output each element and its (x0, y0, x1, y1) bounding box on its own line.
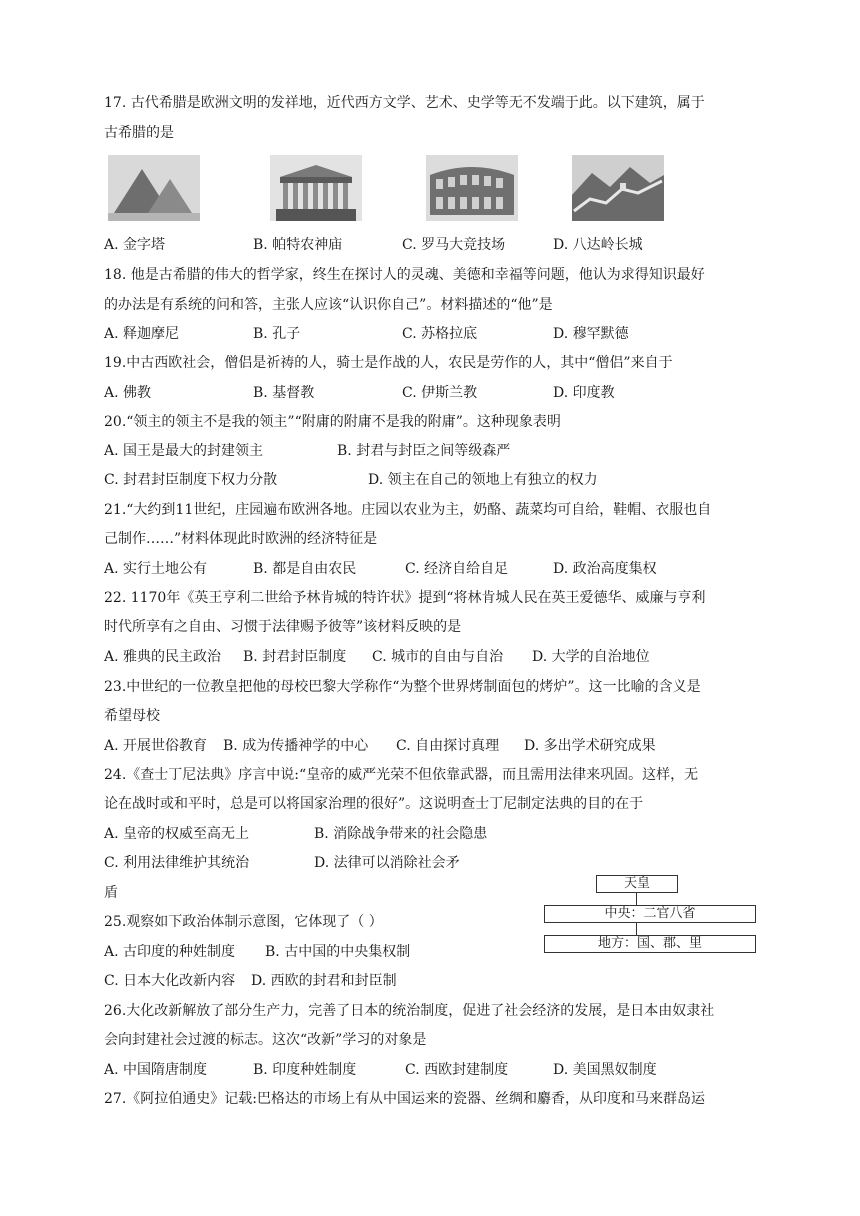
q18-stem-line2: 的办法是有系统的问和答，主张人应该“认识你自己”。材料描述的“他”是 (104, 297, 553, 313)
diagram-box-local: 地方：国、郡、里 (544, 935, 756, 953)
q21-option-c[interactable]: C. 经济自给自足 (405, 561, 509, 577)
q18-option-c[interactable]: C. 苏格拉底 (402, 326, 478, 342)
q22-option-c[interactable]: C. 城市的自由与自治 (372, 649, 504, 665)
q19-option-d[interactable]: D. 印度教 (553, 385, 615, 401)
q22-option-a[interactable]: A. 雅典的民主政治 (104, 649, 222, 665)
q25-option-d[interactable]: D. 西欧的封君和封臣制 (251, 973, 397, 989)
q26-option-c[interactable]: C. 西欧封建制度 (405, 1062, 509, 1078)
q20-option-a[interactable]: A. 国王是最大的封建领主 (104, 443, 264, 459)
q23-option-c[interactable]: C. 自由探讨真理 (396, 738, 500, 754)
q18-option-a[interactable]: A. 释迦摩尼 (104, 326, 180, 342)
q18-stem-line1: 18. 他是古希腊的伟大的哲学家，终生在探讨人的灵魂、美德和幸福等问题，他认为求得知识最好 (104, 267, 705, 283)
q25-option-a[interactable]: A. 古印度的种姓制度 (104, 944, 236, 960)
q17-option-c[interactable]: C. 罗马大竞技场 (402, 237, 506, 253)
q19-option-a[interactable]: A. 佛教 (104, 385, 152, 401)
political-system-diagram (544, 875, 759, 953)
q23-stem-line1: 23.中世纪的一位教皇把他的母校巴黎大学称作“为整个世界烤制面包的烤炉”。这一比喻的含义是 (104, 679, 701, 695)
q24-option-d-wrap: 盾 (104, 885, 118, 901)
q21-option-b[interactable]: B. 都是自由农民 (253, 561, 357, 577)
q24-stem-line2: 论在战时或和平时，总是可以将国家治理的很好”。这说明查士丁尼制定法典的目的在于 (104, 796, 644, 812)
q24-stem-line1: 24.《查士丁尼法典》序言中说:“皇帝的威严光荣不但依靠武器，而且需用法律来巩固。这样，无 (104, 767, 699, 783)
q20-option-d[interactable]: D. 领主在自己的领地上有独立的权力 (368, 472, 598, 488)
q26-option-a[interactable]: A. 中国隋唐制度 (104, 1062, 208, 1078)
q17-option-b[interactable]: B. 帕特农神庙 (253, 237, 343, 253)
q27-stem-line1: 27.《阿拉伯通史》记载:巴格达的市场上有从中国运来的瓷器、丝绸和麝香，从印度和马来群岛运 (104, 1091, 705, 1107)
diagram-box-emperor: 天皇 (596, 875, 678, 893)
q21-option-d[interactable]: D. 政治高度集权 (553, 561, 657, 577)
q26-option-d[interactable]: D. 美国黑奴制度 (553, 1062, 657, 1078)
q22-stem-line1: 22. 1170年《英王亨利二世给予林肯城的特许状》提到“将林肯城人民在英王爱德华、威廉与亨利 (104, 590, 706, 606)
q26-option-b[interactable]: B. 印度种姓制度 (253, 1062, 357, 1078)
q21-stem-line1: 21.“大约到11世纪，庄园遍布欧洲各地。庄园以农业为主，奶酪、蔬菜均可自给，鞋帽、衣服也自 (104, 502, 712, 518)
q26-stem-line1: 26.大化改新解放了部分生产力，完善了日本的统治制度，促进了社会经济的发展，是日本由奴隶社 (104, 1003, 715, 1019)
q24-option-b[interactable]: B. 消除战争带来的社会隐患 (314, 826, 488, 842)
q25-option-c[interactable]: C. 日本大化改新内容 (104, 973, 236, 989)
q19-stem-line1: 19.中古西欧社会，僧侣是祈祷的人，骑士是作战的人，农民是劳作的人，其中“僧侣”来自于 (104, 355, 673, 371)
q24-option-a[interactable]: A. 皇帝的权威至高无上 (104, 826, 250, 842)
diagram-box-central: 中央：二官八省 (544, 905, 756, 923)
pyramids-photo (108, 155, 200, 221)
q17-option-a[interactable]: A. 金字塔 (104, 237, 166, 253)
diagram-connector-2 (636, 923, 637, 935)
q26-stem-line2: 会向封建社会过渡的标志。这次“改新”学习的对象是 (104, 1032, 427, 1048)
q22-option-b[interactable]: B. 封君封臣制度 (243, 649, 347, 665)
q18-option-d[interactable]: D. 穆罕默德 (553, 326, 629, 342)
q23-option-a[interactable]: A. 开展世俗教育 (104, 738, 208, 754)
great-wall-photo (572, 155, 664, 221)
q23-option-d[interactable]: D. 多出学术研究成果 (524, 738, 656, 754)
parthenon-photo (270, 155, 362, 221)
q23-stem-line2: 希望母校 (104, 708, 160, 724)
q17-stem-line2: 古希腊的是 (104, 125, 174, 141)
q20-stem-line1: 20.“领主的领主不是我的领主”“附庸的附庸不是我的附庸”。这种现象表明 (104, 414, 561, 430)
q17-stem-line1: 17. 古代希腊是欧洲文明的发祥地，近代西方文学、艺术、史学等无不发端于此。以下建筑，属于 (104, 95, 705, 111)
q20-option-c[interactable]: C. 封君封臣制度下权力分散 (104, 472, 278, 488)
q19-option-b[interactable]: B. 基督教 (253, 385, 315, 401)
q20-option-b[interactable]: B. 封君与封臣之间等级森严 (337, 443, 511, 459)
q23-option-b[interactable]: B. 成为传播神学的中心 (223, 738, 369, 754)
q25-stem-line1: 25.观察如下政治体制示意图，它体现了（ ） (104, 914, 383, 930)
colosseum-photo (426, 155, 518, 221)
q24-option-d[interactable]: D. 法律可以消除社会矛 (314, 855, 460, 871)
q21-stem-line2: 己制作……”材料体现此时欧洲的经济特征是 (104, 531, 378, 547)
q19-option-c[interactable]: C. 伊斯兰教 (402, 385, 478, 401)
q21-option-a[interactable]: A. 实行土地公有 (104, 561, 208, 577)
q24-option-c[interactable]: C. 利用法律维护其统治 (104, 855, 250, 871)
q22-stem-line2: 时代所享有之自由、习惯于法律赐予彼等”该材料反映的是 (104, 619, 462, 635)
q25-option-b[interactable]: B. 古中国的中央集权制 (265, 944, 411, 960)
q18-option-b[interactable]: B. 孔子 (253, 326, 301, 342)
q22-option-d[interactable]: D. 大学的自治地位 (532, 649, 650, 665)
q17-option-d[interactable]: D. 八达岭长城 (553, 237, 643, 253)
diagram-connector-1 (636, 893, 637, 905)
